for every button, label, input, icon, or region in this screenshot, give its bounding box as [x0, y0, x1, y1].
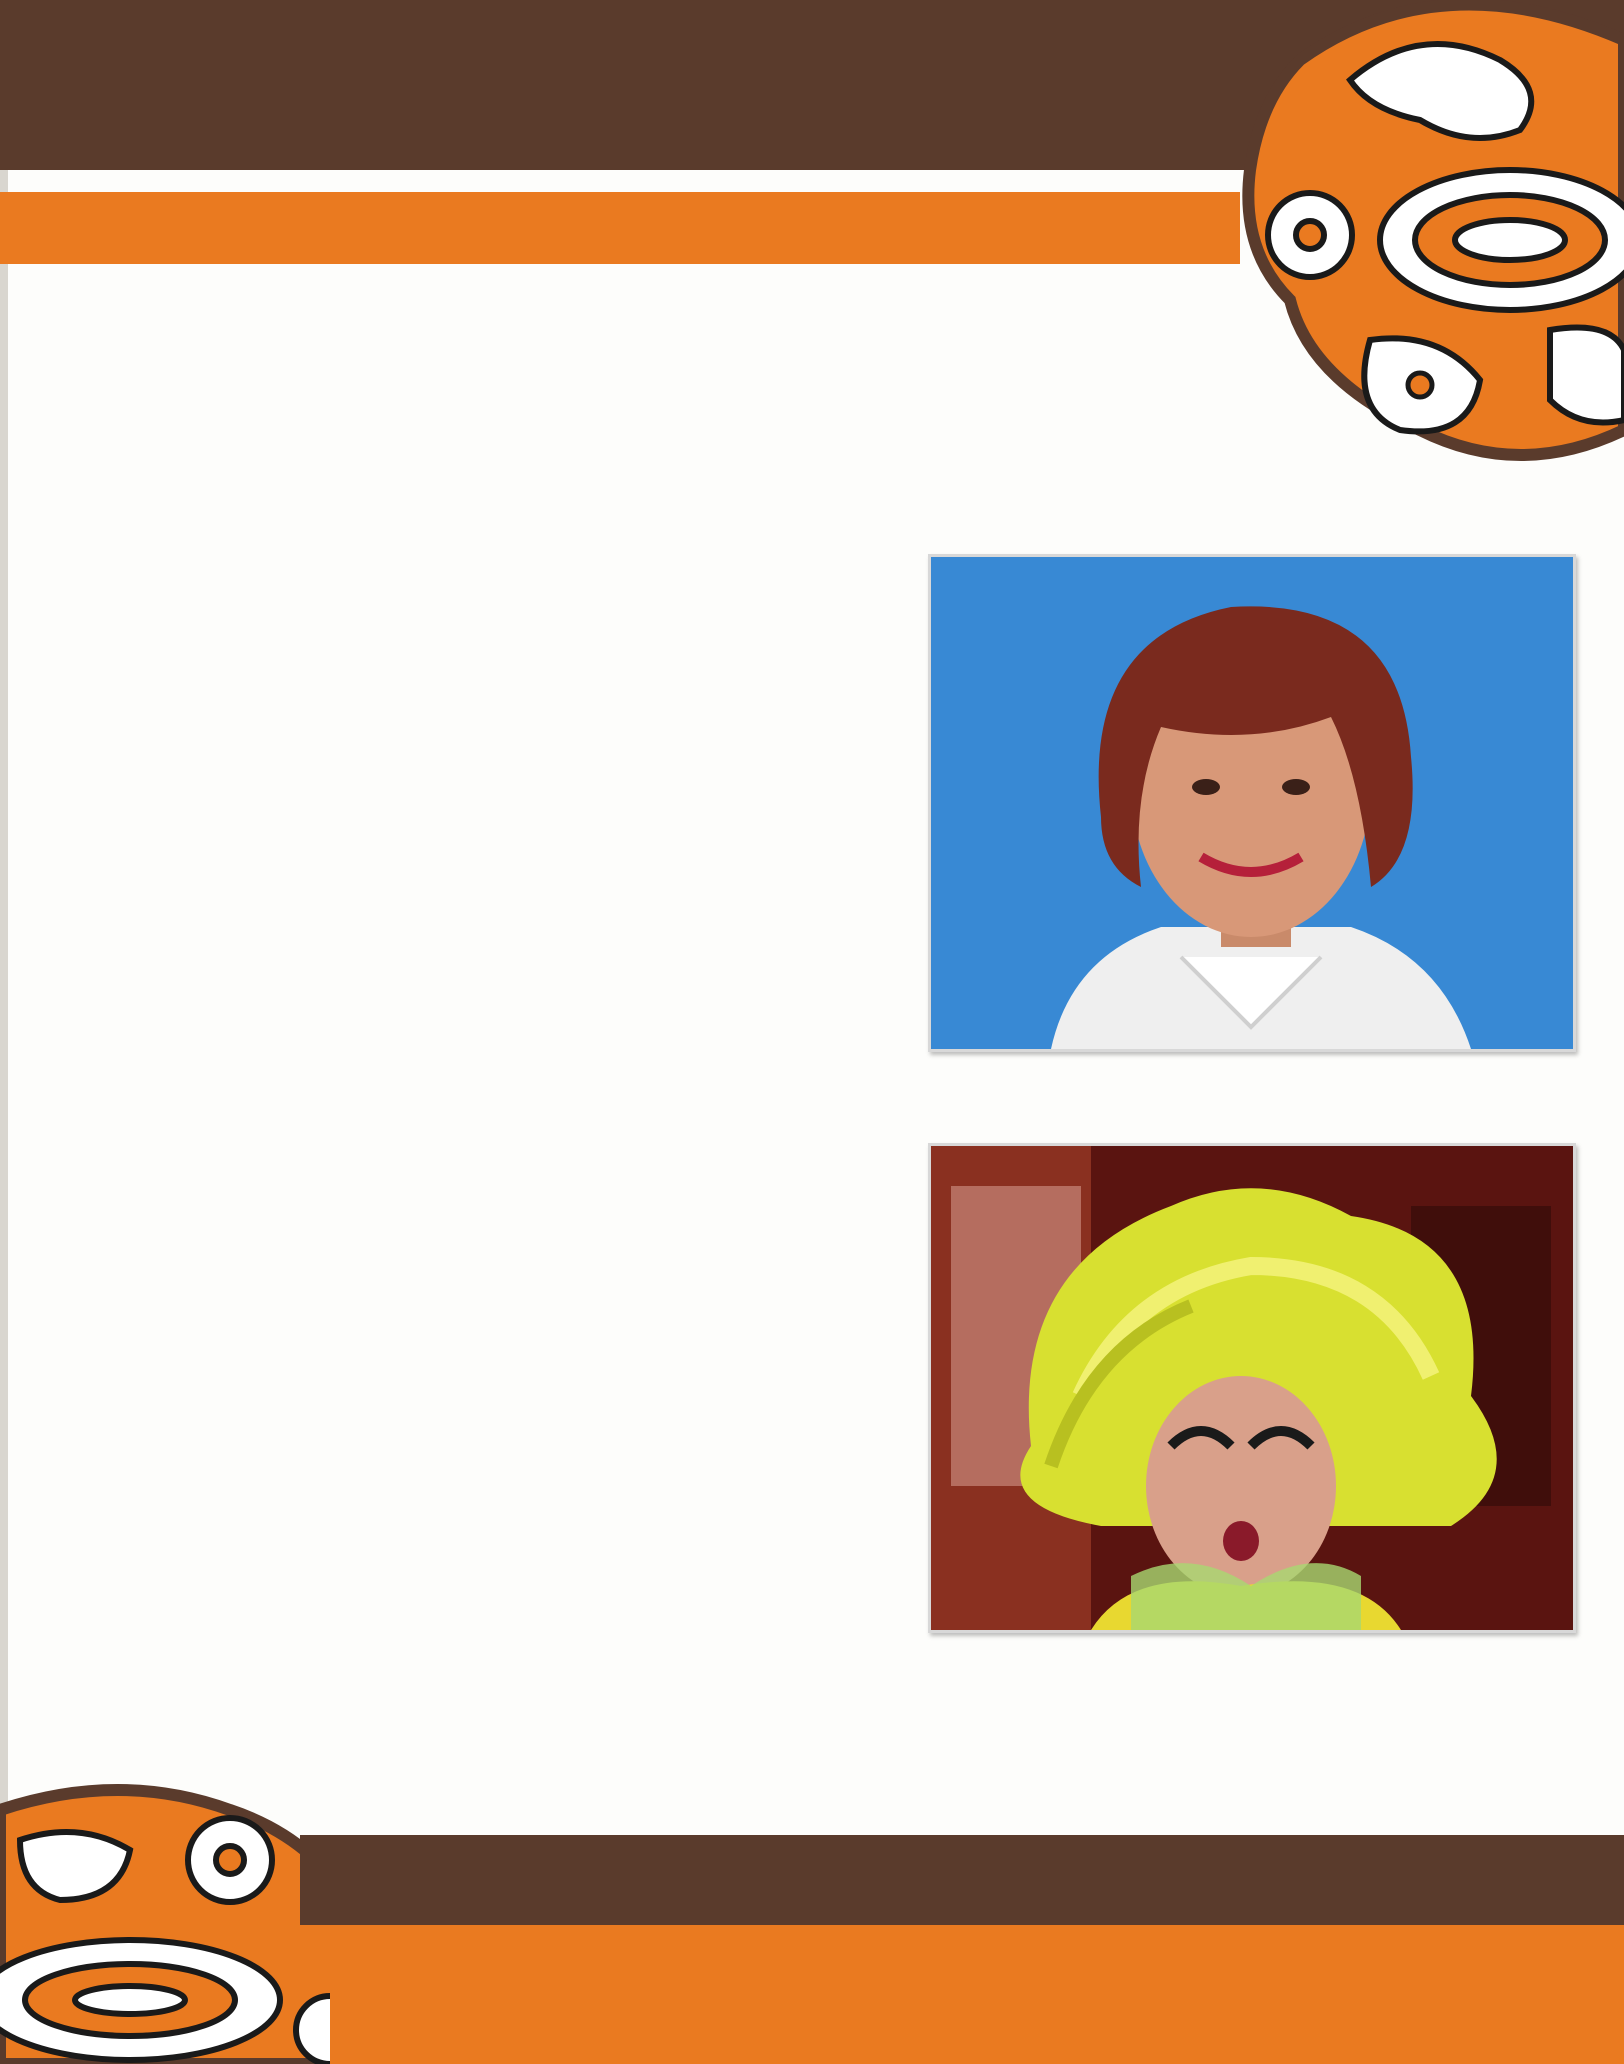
photo-host-portrait	[928, 554, 1576, 1052]
sun-icon	[1220, 0, 1624, 470]
footer-title	[440, 1840, 1540, 1920]
bottom-glyph-band	[330, 1925, 1624, 2064]
photo-drag-queen	[928, 1143, 1576, 1633]
page-title	[300, 200, 980, 260]
drag-queen-image	[931, 1146, 1573, 1630]
binding-edge	[0, 0, 8, 2064]
portrait-image	[931, 557, 1573, 1049]
masters-of-ceremony	[125, 312, 845, 370]
program-content	[125, 312, 925, 370]
